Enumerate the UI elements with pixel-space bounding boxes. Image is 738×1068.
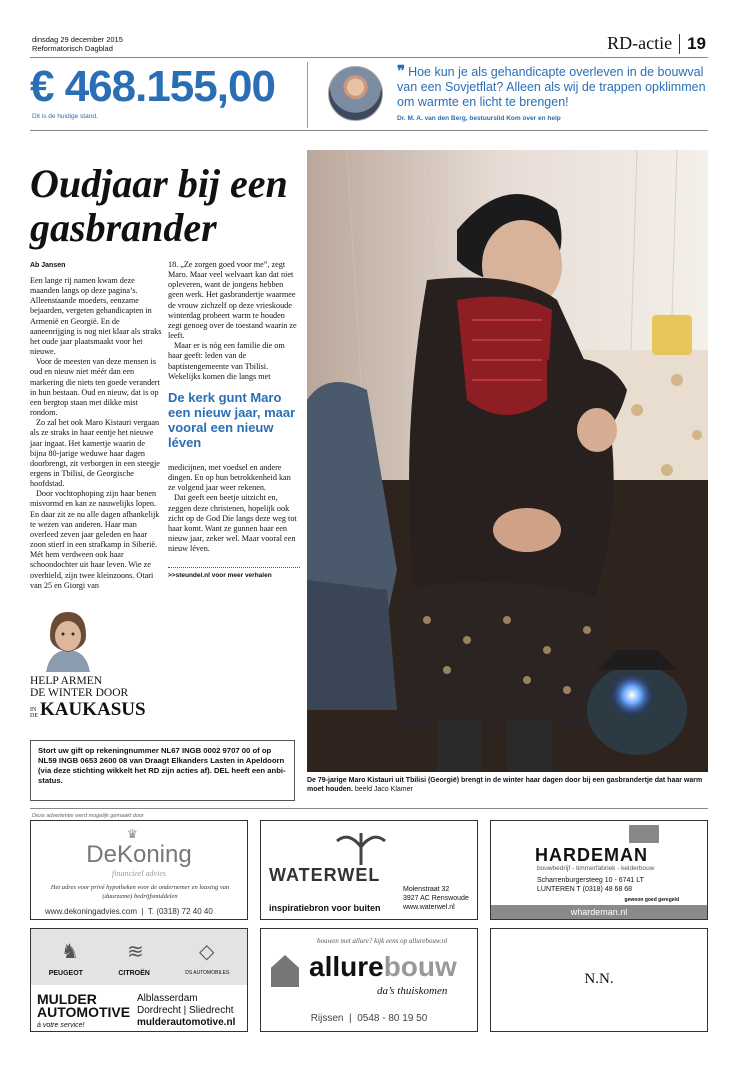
campaign-region-name: KAUKASUS: [40, 699, 146, 720]
ad-waterwel[interactable]: [260, 820, 478, 920]
photo-old-woman-gas-burner: [307, 150, 708, 772]
caption-text: De 79-jarige Maro Kistauri uit Tbilisi (Georgië) brengt in de winter haar dagen door bij een gasbrandertje dat haar warm moet houden.: [307, 777, 703, 794]
article-column-1: [30, 276, 162, 591]
article-column-2-continued: [168, 463, 300, 554]
title-line-1: Oudjaar bij een: [30, 161, 288, 206]
byline: Ab Jansen: [30, 262, 66, 269]
dekoning-tagline: Het adres voor privé hypotheken voor de ondernemer en leasing van (duurzame) bedrijfsmiddelen: [50, 884, 230, 900]
nn-text: N.N.: [584, 971, 614, 987]
dotted-divider: [168, 567, 300, 568]
brand-names: PEUGEOT CITROËN DS AUTOMOBILES: [48, 970, 230, 977]
campaign-title: [30, 675, 128, 699]
waterwel-slogan: inspiratiebron voor buiten: [269, 903, 381, 913]
header-rule: [30, 57, 708, 58]
house-icon: [271, 955, 299, 987]
dekoning-phone: T. (0318) 72 40 40: [147, 907, 213, 916]
article-column-2: [168, 260, 300, 382]
paragraph: 18. „Ze zorgen goed voor me”, zegt Maro. Maar veel welvaart kan dat niet opleveren, want de jongens hebben geen werk. Het gasbrandertje waarmee de vrouw zichzelf op deze vrieskoude winterdag probeert warm te houden zegt genoeg over de toestand waarin ze leeft.: [168, 260, 297, 341]
campaign-line-1: HELP ARMEN: [30, 675, 103, 687]
paragraph: Voor de meesten van deze mensen is oud en nieuw niet méér dan een markering die niets ten goede verandert in hun bestaan. Oud en nieuw, dat is op een bergtop staan met dikke mist rondom.: [30, 357, 160, 418]
article-streamer: De kerk gunt Maro een nieuw jaar, maar vooral een nieuw léven: [168, 390, 296, 450]
title-line-2: gasbrander: [30, 205, 217, 250]
date-text: dinsdag 29 december 2015: [32, 35, 123, 44]
header-divider: [307, 62, 308, 128]
allure-slogan: da’s thuiskomen: [377, 985, 448, 997]
hardeman-sub: bouwbedrijf - timmerfabriek - kelderbouw: [537, 865, 655, 872]
dekoning-web: www.dekoningadvies.com: [45, 907, 138, 916]
page-date: [32, 35, 123, 53]
dekoning-logo: DeKoning: [86, 841, 192, 868]
campaign-child-photo: [32, 606, 104, 672]
ad-dekoning[interactable]: [30, 820, 248, 920]
quote-icon: ❞: [397, 63, 406, 80]
ads-rule: [30, 808, 708, 809]
hardeman-logo: HARDEMAN: [535, 845, 648, 865]
ad-mulder-automotive[interactable]: [30, 928, 248, 1032]
donation-box: Stort uw gift op rekeningnummer NL67 INGB 0002 9707 00 of op NL59 INGB 0653 2600 08 van Draagt Elkanders Lasten in Apeldoorn (via deze stichting wikkelt het RD zijn acties af). DEL heeft een anbi-status.: [30, 740, 295, 801]
section-header: [607, 33, 706, 54]
more-stories-link[interactable]: >>steundel.nl voor meer verhalen: [168, 572, 272, 579]
hardeman-slogan: gewoon goed geregeld: [624, 897, 679, 903]
hardeman-mark-icon: [629, 825, 659, 843]
dekoning-sub: financieel advies: [112, 869, 166, 878]
paragraph: Dat geeft een beetje uitzicht en, zeggen deze christenen, hopelijk ook zicht op de God Die langs deze weg tot haar komt. Want ze gunnen haar een nieuw jaar, zeker wel. Maar vooral een nieuw léven.: [168, 493, 297, 554]
allure-contact: Rijssen | 0548 - 80 19 50: [310, 1013, 428, 1024]
paragraph: Maar er is nóg een familie die om haar geeft: leden van de baptistengemeente van Tbilisi. Wekelijks komen die langs met: [168, 341, 285, 381]
hardeman-web: whardeman.nl: [491, 905, 707, 919]
campaign-region: [30, 700, 146, 719]
caption-credit: beeld Jaco Klamer: [354, 786, 413, 794]
paragraph: Door vochtophoping zijn haar benen misvormd en kan ze nauwelijks lopen. En daar zit ze nu alle dagen afhankelijk te wezen van anderen. Haar man overleed zeven jaar geleden en haar zoon stierf in een strafkamp in Siberië. Mét hem verdween ook haar schoondochter uit haar leven. Wie ze overhield, zijn twee kleinzoons. Otari van 25 en Giorgi van: [30, 489, 160, 590]
pull-quote: [397, 64, 709, 110]
section-name: RD-actie: [607, 33, 673, 53]
mulder-locations: Alblasserdam Dordrecht | Sliedrecht mulderautomotive.nl: [137, 993, 236, 1028]
ads-note: Deze advertentie werd mogelijk gemaakt door: [32, 813, 144, 819]
paragraph: Een lange rij namen kwam deze maanden langs op deze pagina’s. Alleenstaande moeders, eenzame bejaarden, vergeten gehandicapten in Armenië en Georgië. En de aaneenrijging is nog niet klaar als straks het oude jaar plaatsmaakt voor het nieuwe.: [30, 276, 162, 357]
dekoning-contact: www.dekoningadvies.com | T. (0318) 72 40 40: [45, 907, 213, 916]
allure-logo: allurebouw: [309, 951, 457, 982]
campaign-in-de: IN DE: [30, 707, 38, 719]
fund-amount: € 468.155,00: [30, 62, 275, 111]
peugeot-lion-icon: ♞: [61, 941, 79, 963]
hardeman-address: Scharrenburgersteeg 10 - 6741 LT LUNTEREN T (0318) 48 68 68: [537, 877, 644, 893]
ad-allurebouw[interactable]: [260, 928, 478, 1032]
waterwel-logo: WATERWEL: [269, 865, 381, 885]
crown-icon: ♛: [127, 827, 138, 841]
ad-hardeman[interactable]: [490, 820, 708, 920]
top-rule: [30, 130, 708, 131]
campaign-line-2: DE WINTER DOOR: [30, 687, 129, 699]
fountain-icon: [331, 827, 391, 867]
citroen-chevron-icon: ≋: [127, 941, 144, 963]
article-title: [30, 162, 305, 250]
section-divider: [679, 34, 680, 54]
ds-logo-icon: ◇: [199, 941, 215, 963]
ad-nn[interactable]: [490, 928, 708, 1032]
mulder-logo: MULDER AUTOMOTIVE à votre service!: [37, 991, 131, 1029]
allure-top: bouwen met allure? kijk eens op allurebouw.nl: [317, 937, 448, 945]
paper-name: Reformatorisch Dagblad: [32, 44, 113, 53]
main-photo: [307, 150, 708, 772]
quote-author: Dr. M. A. van den Berg, bestuurslid Kom over en help: [397, 115, 561, 122]
photo-caption: [307, 776, 708, 795]
fund-note: Dit is de huidige stand.: [32, 113, 98, 120]
page-number: 19: [687, 33, 706, 53]
author-portrait: [328, 66, 383, 121]
paragraph: Zo zal het ook Maro Kistauri vergaan als ze straks in haar eentje het nieuwe jaar ingaat. Het kamertje waarin de bijna 80-jarige weduwe haar dagen doorbrengt, zit verborgen in een steegje ergens in Tbilisi, de Georgische hoofdstad.: [30, 418, 160, 489]
quote-text: Hoe kun je als gehandicapte overleven in de bouwval van een Sovjetflat? Alleen als wij de trappen opklimmen om warmte en licht te brengen!: [397, 65, 706, 109]
waterwel-address: Molenstraat 32 3927 AC Renswoude www.waterwel.nl: [403, 886, 469, 911]
paragraph: medicijnen, met voedsel en andere dingen. En op hun betrokkenheid kan ze volgend jaar weer rekenen.: [168, 463, 291, 493]
